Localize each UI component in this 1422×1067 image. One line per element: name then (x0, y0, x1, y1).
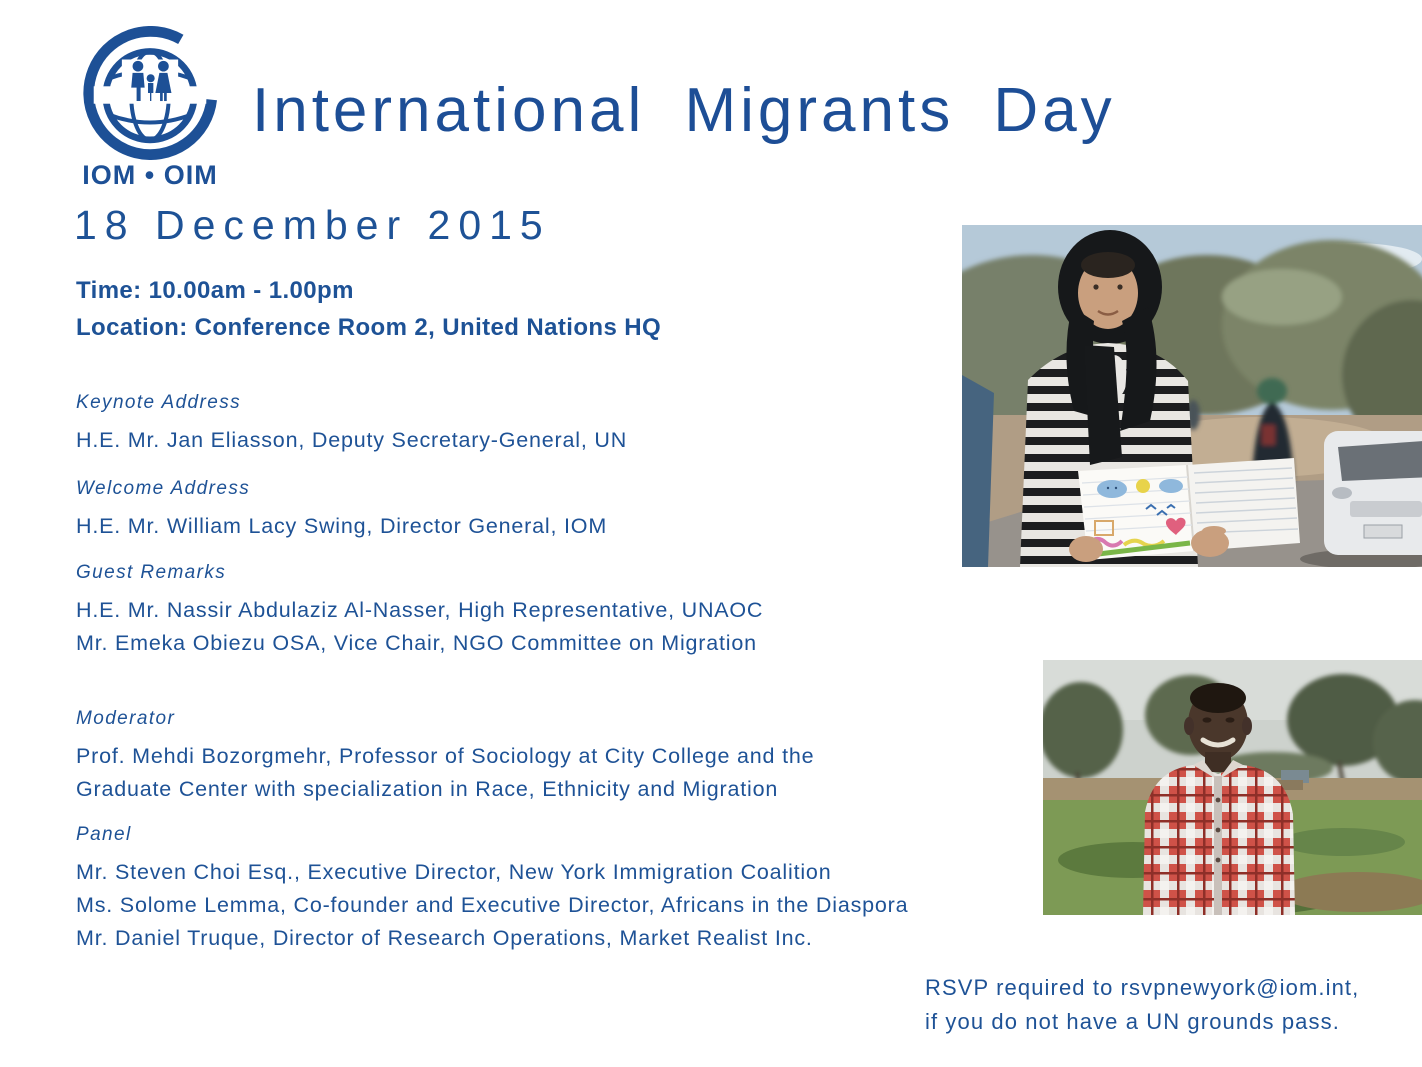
speaker-line: H.E. Mr. Nassir Abdulaziz Al-Nasser, High Representative, UNAOC (76, 598, 764, 622)
speaker-line: Prof. Mehdi Bozorgmehr, Professor of Sociology at City College and the (76, 744, 815, 768)
section-label: Panel (76, 824, 132, 845)
speaker-line: Ms. Solome Lemma, Co-founder and Executive Director, Africans in the Diaspora (76, 893, 909, 917)
speaker-line: Mr. Daniel Truque, Director of Research Operations, Market Realist Inc. (76, 926, 813, 950)
iom-logo (74, 26, 226, 191)
event-details (76, 272, 661, 346)
section-panel (76, 824, 908, 955)
girl-with-notebook-photo (962, 225, 1422, 567)
rsvp-line-1: RSVP required to rsvpnewyork@iom.int, (925, 975, 1360, 1000)
rsvp-line-2: if you do not have a UN grounds pass. (925, 1009, 1340, 1034)
event-time: Time: 10.00am - 1.00pm (76, 277, 354, 304)
iom-globe-icon (75, 26, 225, 160)
event-date: 18 December 2015 (74, 202, 551, 248)
section-label: Guest Remarks (76, 562, 227, 583)
speaker-line: H.E. Mr. William Lacy Swing, Director General, IOM (76, 514, 608, 538)
speaker-line: Graduate Center with specialization in Race, Ethnicity and Migration (76, 777, 779, 801)
section-label: Keynote Address (76, 392, 241, 413)
section-keynote-address (76, 392, 627, 457)
event-location: Location: Conference Room 2, United Nations HQ (76, 314, 662, 341)
section-label: Moderator (76, 708, 176, 729)
young-man-field-photo (1043, 660, 1422, 915)
section-guest-remarks (76, 562, 763, 660)
section-label: Welcome Address (76, 478, 251, 499)
rsvp-note (925, 971, 1359, 1039)
speaker-line: Mr. Emeka Obiezu OSA, Vice Chair, NGO Committee on Migration (76, 631, 757, 655)
page-title: International Migrants Day (252, 76, 1116, 145)
speaker-line: Mr. Steven Choi Esq., Executive Director, New York Immigration Coalition (76, 860, 832, 884)
speaker-line: H.E. Mr. Jan Eliasson, Deputy Secretary-General, UN (76, 428, 628, 452)
section-welcome-address (76, 478, 607, 543)
section-moderator (76, 708, 814, 806)
logo-caption: IOM • OIM (82, 160, 218, 190)
